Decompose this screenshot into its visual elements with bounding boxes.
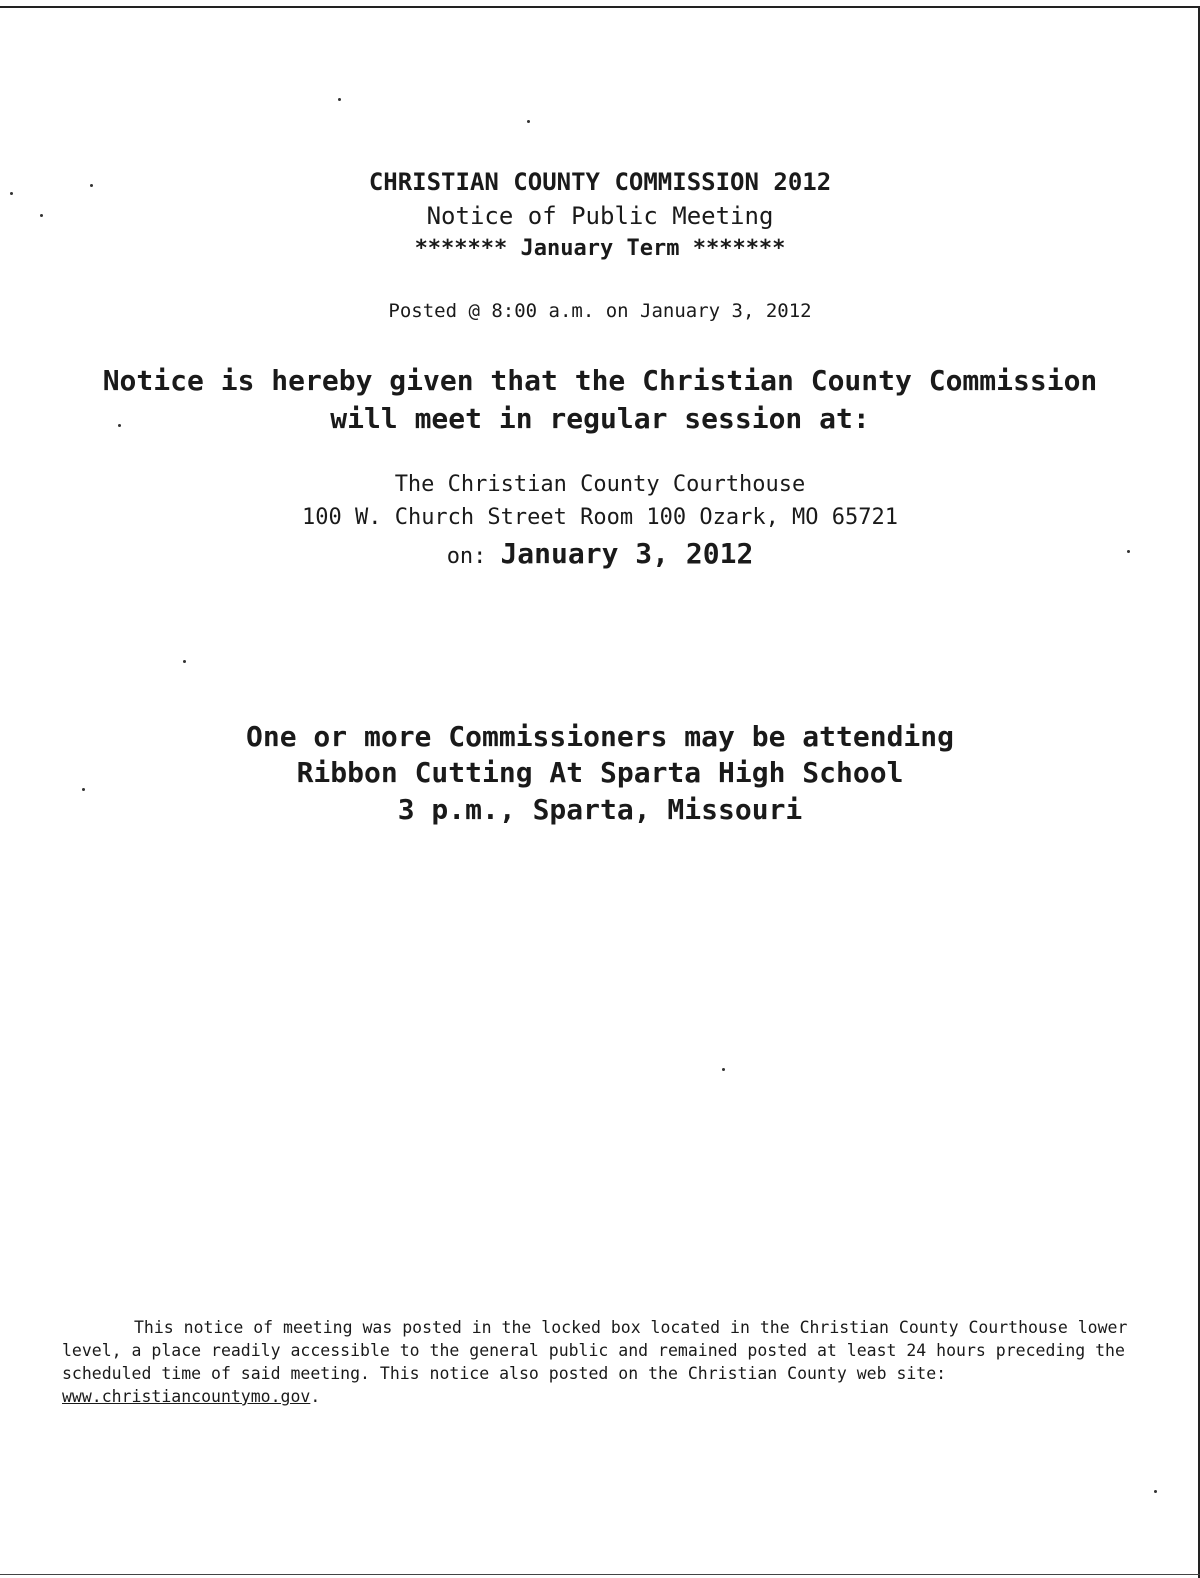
posting-statement-end: . xyxy=(310,1387,321,1406)
venue-name: The Christian County Courthouse xyxy=(394,472,806,497)
posted-timestamp: Posted @ 8:00 a.m. on January 3, 2012 xyxy=(388,300,812,322)
scan-speck xyxy=(527,120,530,123)
scan-border-top xyxy=(0,6,1200,8)
county-website-link[interactable]: www.christiancountymo.gov xyxy=(62,1387,311,1406)
attendance-note-line-3: 3 p.m., Sparta, Missouri xyxy=(397,793,803,826)
notice-statement-line-1: Notice is hereby given that the Christian County Commission xyxy=(102,364,1098,397)
posting-statement xyxy=(62,1316,1152,1408)
meeting-date: January 3, 2012 xyxy=(500,537,754,570)
scan-speck xyxy=(722,1068,725,1071)
meeting-date-label: on: xyxy=(446,544,487,569)
scan-speck xyxy=(183,660,186,663)
document-subtitle: Notice of Public Meeting xyxy=(426,202,774,230)
attendance-note-line-1: One or more Commissioners may be attending xyxy=(245,720,954,753)
scan-speck xyxy=(1154,1490,1157,1493)
term-heading: ******* January Term ******* xyxy=(414,236,786,261)
notice-statement-line-2: will meet in regular session at: xyxy=(330,402,870,435)
document-title: CHRISTIAN COUNTY COMMISSION 2012 xyxy=(368,168,832,196)
posting-statement-text: This notice of meeting was posted in the locked box located in the Christian County Courthouse lower level, a place readily accessible to the general public and remained posted at least 24 hours preceding the scheduled time of said meeting. This notice also posted on the Christian County web site: xyxy=(62,1318,1128,1383)
venue-address: 100 W. Church Street Room 100 Ozark, MO 65721 xyxy=(301,505,899,530)
scan-border-bottom xyxy=(0,1574,1200,1575)
scan-speck xyxy=(338,98,341,101)
attendance-note-line-2: Ribbon Cutting At Sparta High School xyxy=(296,756,904,789)
meeting-date-line xyxy=(0,537,1200,570)
